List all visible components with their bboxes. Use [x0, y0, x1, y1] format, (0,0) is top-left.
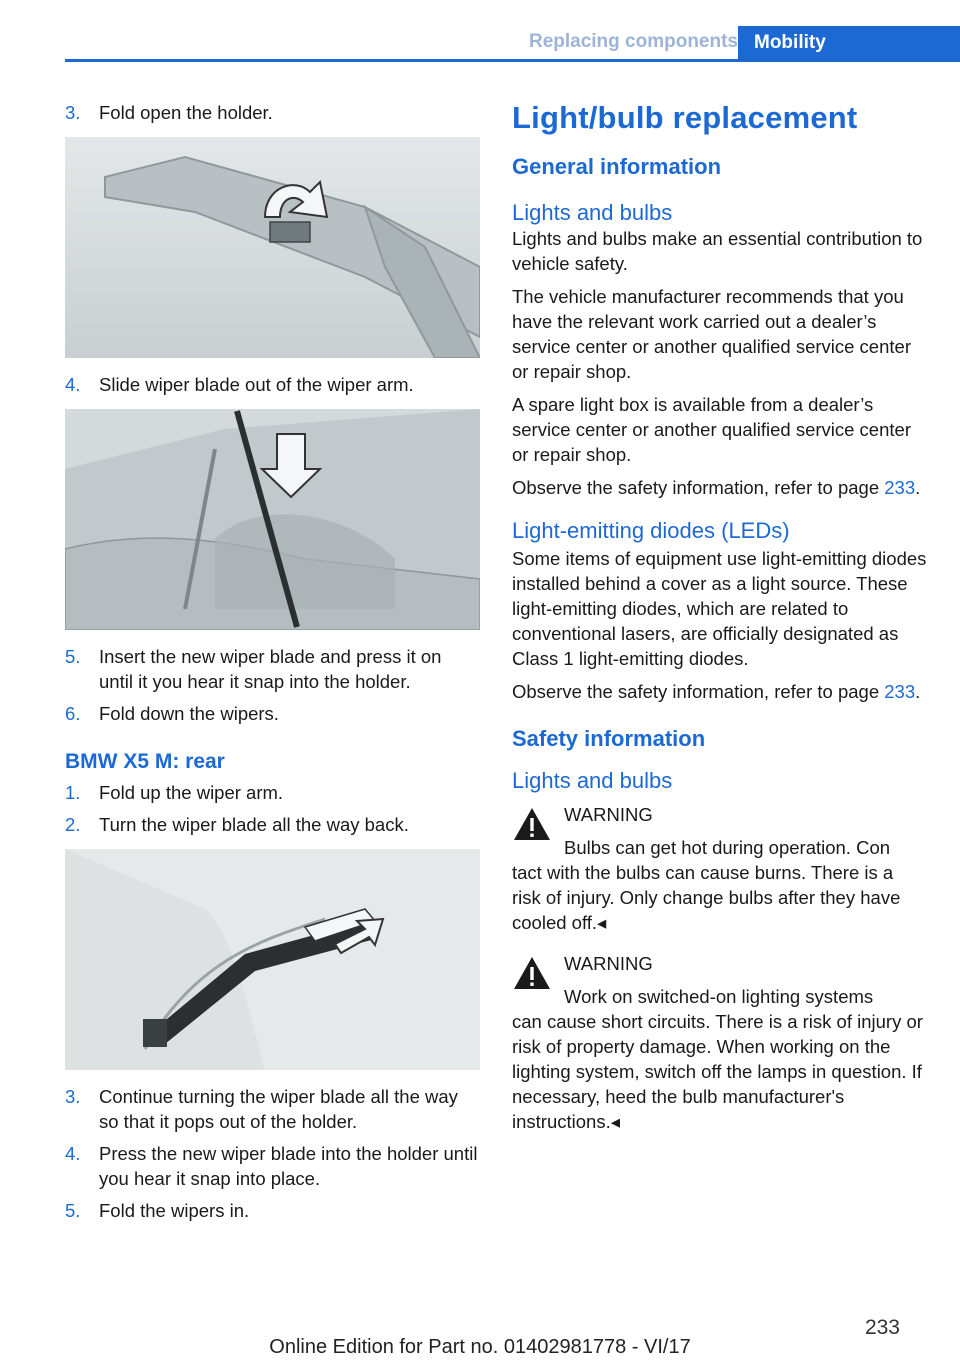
warning-title: WARNING [564, 804, 653, 825]
step-text: Slide wiper blade out of the wiper arm. [99, 374, 414, 395]
step-item [65, 812, 480, 837]
step-item [65, 780, 480, 805]
step-text: Fold down the wipers. [99, 703, 279, 724]
warning-block [512, 951, 927, 1134]
step-text: Turn the wiper blade all the way back. [99, 814, 409, 835]
step-text: Continue turning the wiper blade all the way so that it pops out of the holder. [99, 1086, 458, 1132]
paragraph-end: . [915, 477, 921, 498]
step-item [65, 1141, 480, 1191]
warning-text-first-line: Bulbs can get hot during operation. Con [564, 837, 891, 858]
step-number: 2. [65, 814, 81, 835]
warning-triangle-icon [512, 806, 552, 842]
header-section-title: Replacing components [528, 31, 738, 52]
step-number: 3. [65, 1086, 81, 1107]
step-item [65, 372, 480, 397]
footer-edition: Online Edition for Part no. 01402981778 - VI/17 [269, 1336, 691, 1358]
paragraph: Some items of equipment use light-emitting diodes installed behind a cover as a light source. These light-emitting diodes, which are related to conventional lasers, are officially designated as Class 1 light-emitting diodes. [512, 548, 927, 669]
page-number: 233 [864, 1316, 900, 1339]
steps-list [65, 780, 480, 837]
wiper-blade-removal-illustration [65, 409, 480, 630]
general-information-heading: General information [512, 154, 722, 179]
left-column [65, 100, 480, 1230]
led-heading: Light-emitting diodes (LEDs) [512, 518, 790, 543]
paragraph: A spare light box is available from a dealer’s service center or another qualified service center or repair shop. [512, 394, 911, 465]
rear-wiper-illustration [65, 849, 480, 1070]
section-title: Light/bulb replacement [512, 100, 858, 135]
safety-information-heading: Safety information [512, 726, 706, 751]
step-text: Fold open the holder. [99, 102, 273, 123]
step-item [65, 701, 480, 726]
warning-block [512, 802, 927, 935]
header-chapter-tab: Mobility [738, 26, 960, 60]
warning-triangle-icon [512, 955, 552, 991]
warning-text-first-line: Work on switched-on lighting systems [564, 986, 874, 1007]
steps-list [65, 100, 480, 125]
warning-text: tact with the bulbs can cause burns. There is a risk of injury. Only change bulbs after they have cooled off.◂ [512, 862, 901, 933]
step-item [65, 644, 480, 694]
page-link[interactable]: 233 [884, 477, 916, 498]
paragraph-text: Observe the safety information, refer to page [512, 477, 885, 498]
paragraph-end: . [915, 681, 921, 702]
step-item [65, 1198, 480, 1223]
step-text: Fold the wipers in. [99, 1200, 250, 1221]
paragraph [512, 679, 927, 704]
paragraph: Lights and bulbs make an essential contribution to vehicle safety. [512, 228, 923, 274]
warning-text: can cause short circuits. There is a risk of injury or risk of property damage. When working on the lighting system, switch off the lamps in question. If necessary, heed the bulb manufacturer's instructions.◂ [512, 1011, 923, 1132]
steps-list [65, 644, 480, 726]
step-number: 6. [65, 703, 81, 724]
step-number: 5. [65, 1200, 81, 1221]
paragraph [512, 475, 927, 500]
step-number: 5. [65, 646, 81, 667]
warning-title: WARNING [564, 953, 653, 974]
paragraph: The vehicle manufacturer recommends that you have the relevant work carried out a dealer’s service center or another qualified service center or repair shop. [512, 286, 911, 382]
step-text: Fold up the wiper arm. [99, 782, 284, 803]
step-number: 4. [65, 1143, 81, 1164]
steps-list [65, 1084, 480, 1223]
rear-wiper-heading: BMW X5 M: rear [65, 750, 225, 773]
step-text: Press the new wiper blade into the holder until you hear it snap into place. [99, 1143, 478, 1189]
wiper-holder-illustration [65, 137, 480, 358]
step-item [65, 1084, 480, 1134]
step-number: 1. [65, 782, 81, 803]
step-text: Insert the new wiper blade and press it on until it you hear it snap into the holder. [99, 646, 442, 692]
lights-and-bulbs-safety-heading: Lights and bulbs [512, 768, 673, 793]
steps-list [65, 372, 480, 397]
lights-and-bulbs-heading: Lights and bulbs [512, 200, 673, 225]
step-number: 3. [65, 102, 81, 123]
page-header [65, 26, 960, 62]
right-column [512, 100, 927, 1142]
step-item [65, 100, 480, 125]
page-link[interactable]: 233 [884, 681, 916, 702]
paragraph-text: Observe the safety information, refer to page [512, 681, 885, 702]
step-number: 4. [65, 374, 81, 395]
